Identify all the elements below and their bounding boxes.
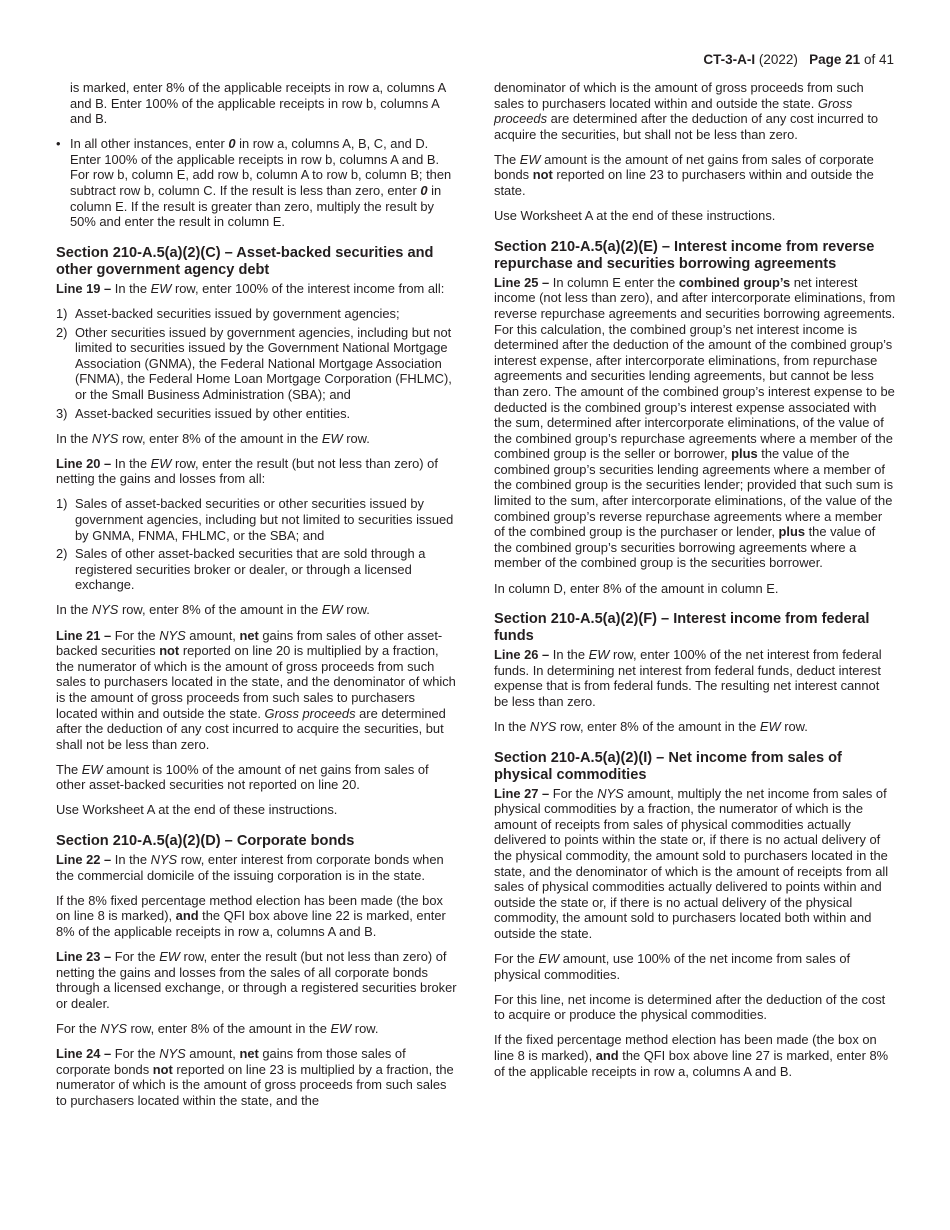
worksheet-note: Use Worksheet A at the end of these instructions. [494,208,776,224]
line-23-paragraph: Line 23 – For the EW row, enter the result (but not less than zero) of netting the gains and losses from the sales of all corporate bonds through a licensed exchange, or through a registered securities broker or dealer. [56,949,457,1011]
line-26-nys-paragraph: In the NYS row, enter 8% of the amount in the EW row. [494,719,808,734]
bullet-dot-icon: • [56,136,61,152]
left-column [56,80,460,1118]
worksheet-note: Use Worksheet A at the end of these instructions. [56,802,338,818]
bullet-item: • In all other instances, enter 0 in row a, columns A, B, C, and D. Enter 100% of the applicable receipts in row b, columns A and B. For row b, column E, add row b, column A to row b, column B; then subtract row b, column C. If the result is less than zero, enter 0 in column E. If the result is greater than zero, multiply the result by 50% and enter the result in column E. [56,136,452,230]
line-21-ew-paragraph: The EW amount is 100% of the amount of net gains from sales of other asset-backed securities not reported on line 20. [56,761,429,793]
line-27-ew-paragraph: For the EW amount, use 100% of the net income from sales of physical commodities. [494,951,851,982]
page-header [703,52,894,67]
line-20-nys-paragraph: In the NYS row, enter 8% of the amount in the EW row. [56,602,370,618]
line-25-column-d-paragraph: In column D, enter 8% of the amount in column E. [494,580,779,596]
section-heading-d: Section 210-A.5(a)(2)(D) – Corporate bonds [56,833,355,850]
page-total: of 41 [863,52,894,67]
page-number: Page 21 [809,52,861,67]
line-19-list [56,306,460,421]
line-24-paragraph: Line 24 – For the NYS amount, net gains from those sales of corporate bonds not reported on line 23 is multiplied by a fraction, the numerator of which is the amount of gross proceeds from such sales to purchasers located within the state, and the [56,1046,454,1108]
right-column [494,80,896,1089]
section-heading-f: Section 210-A.5(a)(2)(F) – Interest income from federal funds [494,611,870,645]
line-21-paragraph: Line 21 – For the NYS amount, net gains from sales of other asset-backed securities not reported on line 20 is multiplied by a fraction, the numerator of which is the amount of gross proceeds from such sales to purchasers located in the state, and the denominator of which is the amount of gross proceeds from such sales to purchasers located within and outside the state. Gross proceeds are determined after the deduction of any cost incurred to acquire the securities, but shall not be less than zero. [56,627,456,752]
line-23-nys-paragraph: For the NYS row, enter 8% of the amount in the EW row. [56,1020,379,1036]
list-item: 1) Asset-backed securities issued by government agencies; [56,305,400,321]
bullet-list [56,136,460,230]
section-heading-e: Section 210-A.5(a)(2)(E) – Interest income from reverse repurchase and securities borrowing agreements [494,238,875,272]
line-22-election-paragraph: If the 8% fixed percentage method election has been made (the box on line 8 is marked), and the QFI box above line 22 is marked, enter 8% of the applicable receipts in row a, columns A and B. [56,892,446,939]
line-24-ew-paragraph: The EW amount is the amount of net gains from sales of corporate bonds not reported on line 23 to purchasers within and outside the state. [494,151,874,199]
list-item: 2) Other securities issued by government agencies, including but not limited to securities issued by the Government National Mortgage Association (GNMA), the Federal National Mortgage Association (FNMA), the Federal Home Loan Mortgage Corporation (FHLMC), or the Small Business Administration (SBA); and [56,324,452,402]
line-27-paragraph: Line 27 – For the NYS amount, multiply the net income from sales of physical commodities by a fraction, the numerator of which is the amount of receipts from sales of physical commodities actually delivered to points within the state or, if there is no actual delivery of the physical commodity, the amount sold to purchasers located in the state, and the denominator of which is the amount of receipts from all sales of physical commodities actually delivered to points within and outside the state or, if there is no actual delivery of the physical commodity, the amount sold to purchasers located both within and outside the state. [494,785,889,941]
continued-paragraph: is marked, enter 8% of the applicable receipts in row a, columns A and B. Enter 100% of the applicable receipts in row b, columns A and B. [70,80,446,127]
form-year: (2022) [758,52,798,67]
line-27-net-income-paragraph: For this line, net income is determined after the deduction of the cost to acquire or produce the physical commodities. [494,991,886,1023]
section-heading-c: Section 210-A.5(a)(2)(C) – Asset-backed securities and other government agency debt [56,244,434,278]
line-25-paragraph: Line 25 – In column E enter the combined group’s net interest income (not less than zero), and after intercorporate eliminations, from reverse repurchase agreements and securities borrowing agreements. For this calculation, the combined group’s net interest income is determined after the deduction of the amount of the combined group’s interest expense, after intercorporate eliminations, from repurchase agreements and securities lending agreements, but cannot be less than zero. The amount of the combined group’s interest expense to be deducted is the combined group’s interest expense associated with the sum, determined after intercorporate eliminations, of the value of the combined group’s repurchase agreements where a member of the combined group is the seller or borrower, plus the value of the combined group’s securities lending agreements where a member of the combined group is the securities lender; provided that such sum is limited to the sum, after intercorporate eliminations, of the value of the combined group’s reverse repurchase agreements where a member of the combined group is the purchaser or lender, plus the value of the combined group’s securities borrowing agreements where a member of the combined group is the securities borrower. [494,274,896,571]
section-heading-i: Section 210-A.5(a)(2)(I) – Net income from sales of physical commodities [494,749,842,783]
line-24-continued-paragraph: denominator of which is the amount of gross proceeds from such sales to purchasers located within and outside the state. Gross proceeds are determined after the deduction of any cost incurred to acquire the securities, but shall not be less than zero. [494,80,879,142]
line-27-election-paragraph: If the fixed percentage method election has been made (the box on line 8 is marked), and the QFI box above line 27 is marked, enter 8% of the applicable receipts in row a, columns A and B. [494,1032,889,1079]
line-20-paragraph: Line 20 – In the EW row, enter the result (but not less than zero) of netting the gains and losses from all: [56,455,438,487]
line-26-paragraph: Line 26 – In the EW row, enter 100% of the net interest from federal funds. In determining net interest from federal funds, deduct interest expense that is from federal funds. The resulting net interest cannot be less than zero. [494,647,882,709]
form-number: CT-3-A-I [703,52,756,67]
list-item: 2) Sales of other asset-backed securities that are sold through a registered securities broker or dealer, or through a licensed exchange. [56,546,426,593]
line-19-paragraph: Line 19 – In the EW row, enter 100% of the interest income from all: [56,280,445,296]
list-item: 3) Asset-backed securities issued by other entities. [56,405,351,421]
list-item: 1) Sales of asset-backed securities or other securities issued by government agencies, including but not limited to securities issued by GNMA, FNMA, FHLMC, or the SBA; and [56,496,454,543]
line-19-nys-paragraph: In the NYS row, enter 8% of the amount in the EW row. [56,430,370,446]
line-20-list [56,496,460,593]
line-22-paragraph: Line 22 – In the NYS row, enter interest from corporate bonds when the commercial domicile of the issuing corporation is in the state. [56,852,444,883]
